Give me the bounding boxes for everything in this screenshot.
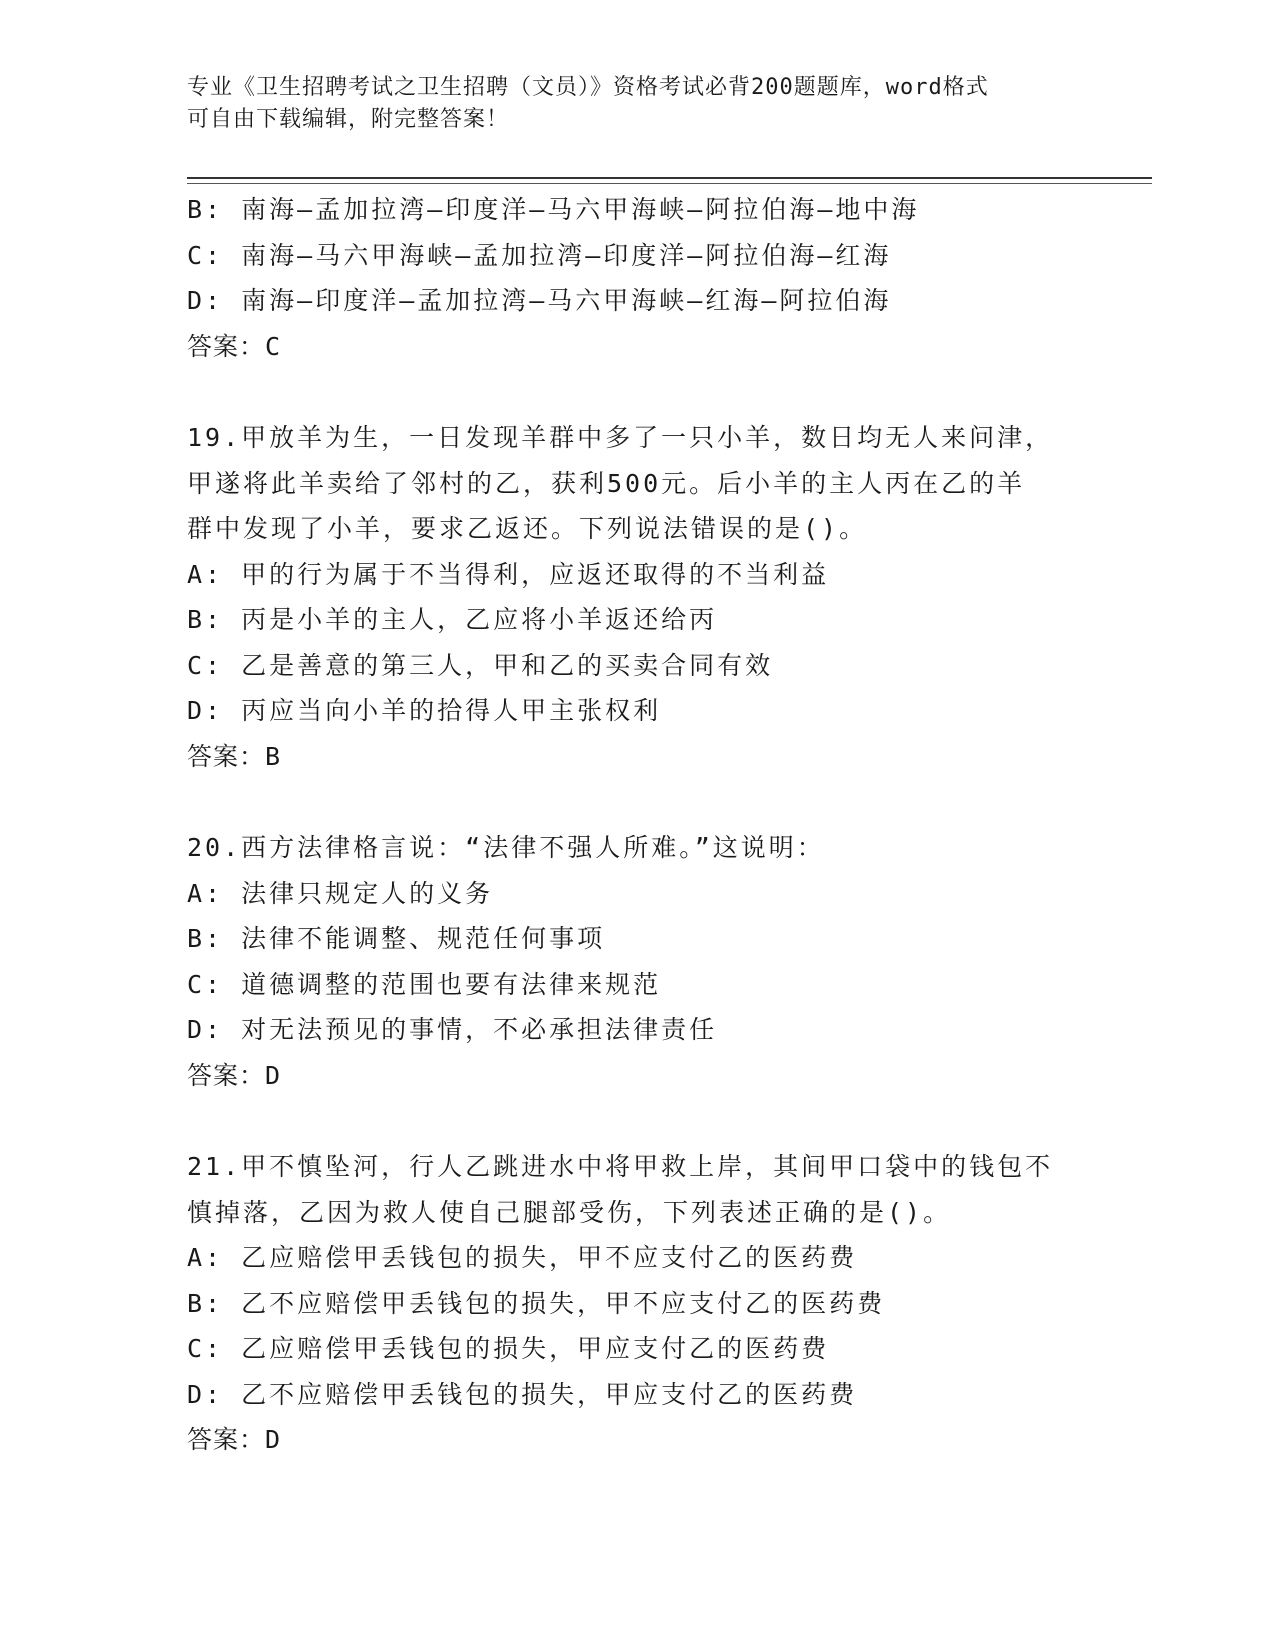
question-18 — [187, 187, 1087, 369]
document-header — [187, 72, 1067, 136]
answer: 答案：D — [187, 1425, 282, 1454]
header-rule-thin — [187, 183, 1152, 184]
option-b: B: 南海—孟加拉湾—印度洋—马六甲海峡—阿拉伯海—地中海 — [187, 195, 920, 224]
answer: 答案：D — [187, 1060, 282, 1090]
option-c: C: 道德调整的范围也要有法律来规范 — [187, 969, 662, 999]
question-stem: 20.西方法律格言说：“法律不强人所难。”这说明： — [187, 833, 825, 862]
option-b: B: 法律不能调整、规范任何事项 — [187, 924, 606, 953]
option-a: A: 乙应赔偿甲丢钱包的损失，甲不应支付乙的医药费 — [187, 1243, 858, 1272]
question-stem: 21.甲不慎坠河，行人乙跳进水中将甲救上岸，其间甲口袋中的钱包不 — [187, 1152, 1054, 1181]
question-stem: 甲遂将此羊卖给了邻村的乙，获利500元。后小羊的主人丙在乙的羊 — [187, 468, 1026, 498]
question-stem: 群中发现了小羊，要求乙返还。下列说法错误的是()。 — [187, 514, 868, 543]
option-b: B: 乙不应赔偿甲丢钱包的损失，甲不应支付乙的医药费 — [187, 1288, 886, 1318]
option-a: A: 法律只规定人的义务 — [187, 878, 494, 908]
option-a: A: 甲的行为属于不当得利，应返还取得的不当利益 — [187, 559, 830, 589]
option-d: D: 对无法预见的事情，不必承担法律责任 — [187, 1015, 718, 1044]
answer: 答案：C — [187, 331, 282, 361]
question-20 — [187, 825, 1087, 1098]
option-b: B: 丙是小羊的主人，乙应将小羊返还给丙 — [187, 605, 718, 634]
option-d: D: 乙不应赔偿甲丢钱包的损失，甲应支付乙的医药费 — [187, 1379, 858, 1409]
option-d: D: 南海—印度洋—孟加拉湾—马六甲海峡—红海—阿拉伯海 — [187, 286, 892, 315]
question-stem: 慎掉落，乙因为救人使自己腿部受伤，下列表述正确的是()。 — [187, 1197, 952, 1227]
question-21 — [187, 1144, 1087, 1463]
header-line-2: 可自由下载编辑，附完整答案！ — [187, 107, 510, 132]
header-line-1: 专业《卫生招聘考试之卫生招聘（文员）》资格考试必背200题题库，word格式 — [187, 75, 989, 100]
option-c: C: 南海—马六甲海峡—孟加拉湾—印度洋—阿拉伯海—红海 — [187, 240, 892, 270]
header-rule-thick — [187, 177, 1152, 179]
option-d: D: 丙应当向小羊的拾得人甲主张权利 — [187, 696, 662, 725]
option-c: C: 乙应赔偿甲丢钱包的损失，甲应支付乙的医药费 — [187, 1334, 830, 1363]
option-c: C: 乙是善意的第三人，甲和乙的买卖合同有效 — [187, 650, 774, 680]
answer: 答案：B — [187, 741, 282, 771]
question-stem: 19.甲放羊为生，一日发现羊群中多了一只小羊，数日均无人来问津， — [187, 423, 1054, 452]
document-body — [187, 187, 1087, 1463]
question-19 — [187, 415, 1087, 779]
